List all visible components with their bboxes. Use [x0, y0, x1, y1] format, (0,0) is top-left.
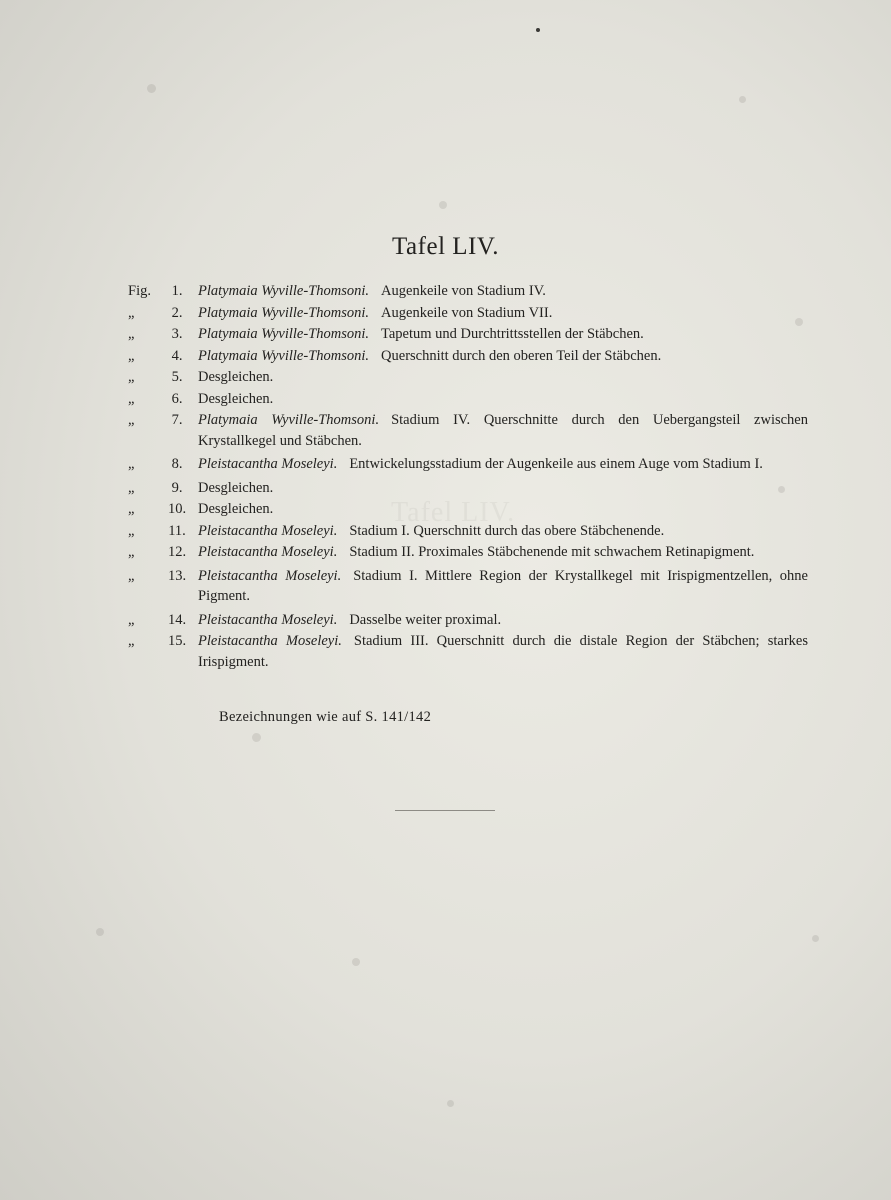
figure-number: 6.: [171, 390, 183, 407]
figure-number: 7.: [171, 412, 183, 428]
foxing-spot: [96, 928, 104, 936]
figure-description: Augenkeile von Stadium IV.: [381, 283, 546, 299]
species-name: Platymaia Wyville-Thomsoni.: [198, 326, 370, 342]
ditto-mark: „: [128, 611, 135, 628]
ditto-mark: „: [128, 369, 135, 385]
figure-number: 10.: [167, 501, 187, 517]
ditto-mark: „: [128, 456, 135, 472]
figure-number: 2.: [171, 304, 183, 321]
figure-entry: [128, 324, 808, 345]
figure-legend-list: [128, 281, 808, 672]
figure-entry: [128, 631, 808, 672]
figure-entry: [128, 389, 808, 410]
figure-number: 1.: [171, 283, 183, 299]
figure-entry: [128, 281, 808, 302]
figure-number: 4.: [171, 347, 183, 364]
ditto-mark: „: [128, 633, 135, 649]
figure-number: 5.: [171, 369, 183, 385]
designation-note: Bezeichnungen wie auf S. 141/142: [219, 709, 432, 725]
ditto-mark: „: [128, 412, 135, 428]
figure-entry: [128, 478, 808, 499]
species-name: Platymaia Wyville-Thomsoni.: [198, 283, 370, 299]
figure-number: 15.: [167, 633, 187, 649]
figure-entry: [128, 521, 808, 542]
figure-number: 12.: [167, 544, 187, 560]
figure-entry: [128, 367, 808, 388]
species-name: Pleistacantha Moseleyi.: [198, 611, 338, 628]
figure-description: Stadium I. Querschnitt durch das obere Stäbchenende.: [349, 522, 665, 539]
figure-entry: [128, 566, 808, 607]
species-name: Platymaia Wyville-Thomsoni.: [198, 347, 370, 364]
figure-description: Entwickelungsstadium der Augenkeile aus einem Auge vom Stadium I.: [349, 456, 763, 472]
species-name: Pleistacantha Moseleyi.: [198, 522, 338, 539]
ditto-mark: „: [128, 567, 135, 584]
foxing-spot: [252, 733, 261, 742]
species-name: Pleistacantha Moseleyi.: [198, 633, 342, 649]
figure-number: 9.: [171, 479, 183, 496]
figure-description: Dasselbe weiter proximal.: [349, 611, 502, 628]
figure-entry: [128, 610, 808, 631]
ditto-mark: „: [128, 479, 135, 496]
figure-number: 3.: [171, 326, 183, 342]
foxing-spot: [812, 935, 819, 942]
species-name: Platymaia Wyville-Thomsoni.: [198, 412, 380, 428]
foxing-spot: [739, 96, 746, 103]
ditto-mark: „: [128, 544, 135, 560]
figure-description: Desgleichen.: [198, 369, 274, 385]
ink-dot: [536, 28, 540, 32]
ditto-mark: „: [128, 347, 135, 364]
species-name: Pleistacantha Moseleyi.: [198, 456, 338, 472]
figure-number: 13.: [167, 567, 187, 584]
figure-description: Augenkeile von Stadium VII.: [381, 304, 553, 321]
species-name: Platymaia Wyville-Thomsoni.: [198, 304, 370, 321]
foxing-spot: [352, 958, 360, 966]
plate-title: Tafel LIV.: [392, 233, 499, 260]
ditto-mark: „: [128, 522, 135, 539]
figure-number: 11.: [168, 522, 186, 539]
figure-description: Stadium III. Querschnitt durch die distale Region der Stäbchen; starkes Irispigment.: [198, 633, 808, 670]
fig-label: Fig.: [128, 283, 151, 299]
figure-entry: [128, 303, 808, 324]
show-through-title: Tafel LIV.: [391, 497, 516, 528]
figure-number: 8.: [171, 456, 183, 472]
ditto-mark: „: [128, 501, 135, 517]
figure-description: Stadium I. Mittlere Region der Krystallkegel mit Irispigmentzellen, ohne Pigment.: [198, 567, 808, 604]
ditto-mark: „: [128, 390, 135, 407]
species-name: Pleistacantha Moseleyi.: [198, 544, 338, 560]
divider-rule: [395, 810, 495, 811]
foxing-spot: [147, 84, 156, 93]
figure-description: Stadium IV. Querschnitte durch den Uebergangsteil zwischen Krystallkegel und Stäbchen.: [198, 412, 808, 449]
figure-description: Desgleichen.: [198, 479, 274, 496]
figure-number: 14.: [167, 611, 187, 628]
foxing-spot: [439, 201, 447, 209]
figure-description: Tapetum und Durchtrittsstellen der Stäbchen.: [381, 326, 644, 342]
figure-entry: [128, 454, 808, 475]
figure-description: Querschnitt durch den oberen Teil der Stäbchen.: [381, 347, 662, 364]
foxing-spot: [447, 1100, 454, 1107]
figure-entry: [128, 410, 808, 451]
figure-description: Desgleichen.: [198, 390, 274, 407]
figure-entry: [128, 542, 808, 563]
figure-entry: [128, 346, 808, 367]
ditto-mark: „: [128, 304, 135, 321]
figure-entry: [128, 499, 808, 520]
figure-description: Desgleichen.: [198, 501, 274, 517]
figure-description: Stadium II. Proximales Stäbchenende mit schwachem Retinapigment.: [349, 544, 755, 560]
species-name: Pleistacantha Moseleyi.: [198, 567, 342, 584]
ditto-mark: „: [128, 326, 135, 342]
